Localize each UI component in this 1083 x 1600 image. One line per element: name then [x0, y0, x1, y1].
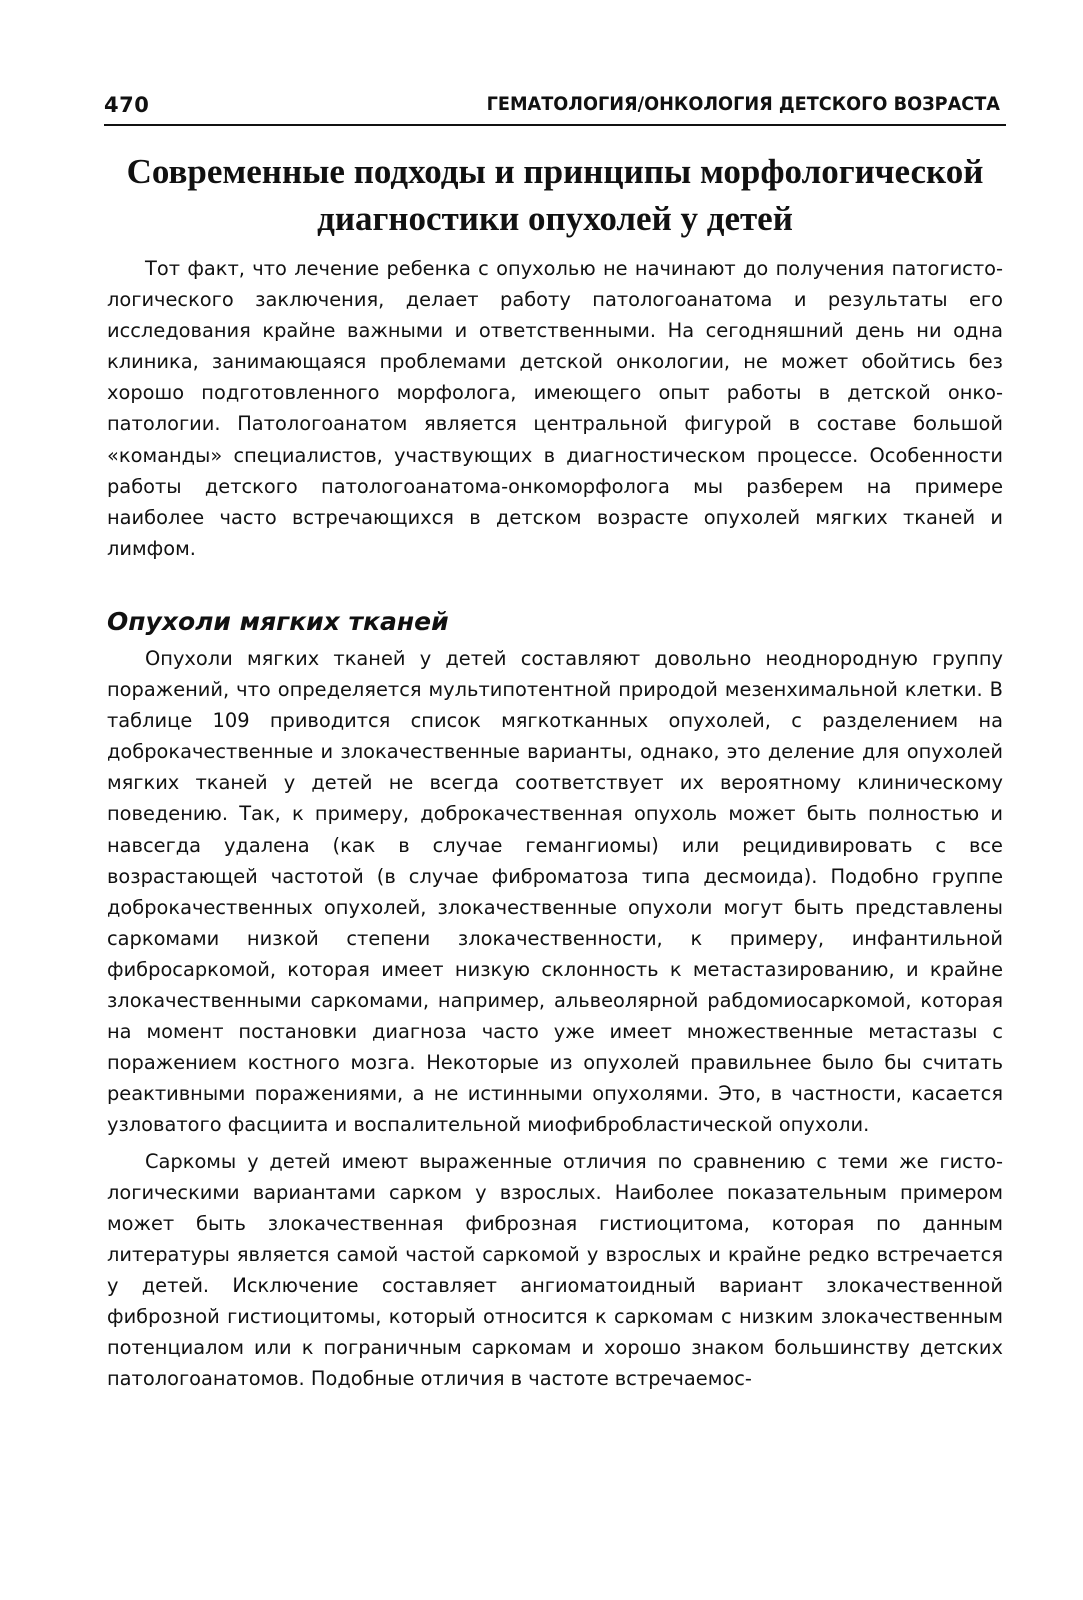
body-paragraph: Опухоли мягких тканей у детей составляют довольно неоднородную группу поражений, что определяется мультипотентной природой мезенхимальной клетки. В таблице 109 приводится список мягкотканных опухолей, с разделением на доброкачественные и злокачественные варианты, однако, это деление для опухолей мягких тканей у детей не всегда соответствует их вероятному клиническому поведению. Так, к примеру, доброкачественная опухоль может быть полностью и навсегда удалена (как в случае гемангиомы) или рецидивировать с все возрастающей частотой (в случае фиброматоза типа десмоида). Подобно группе доброкачественных опухолей, злокачественные опухоли могут быть представлены саркомами низкой степени злокачественности, к примеру, инфантильной фибросаркомой, которая имеет низкую склонность к метастазированию, и крайне злокачественными саркомами, например, альвеолярной рабдомиосаркомой, которая на момент постановки диагноза часто уже имеет множественные метастазы с поражением костного мозга. Некоторые из опухолей правильнее было бы считать реактивными поражениями, а не истинными опухолями. Это, в частности, касается узловатого фасциита и воспалительной миофибробластической опухоли.	[107, 647, 1003, 1137]
article-title: Современные подходы и принципы морфологической диагностики опухолей у детей	[126, 152, 984, 238]
running-head	[104, 93, 1000, 125]
page-number: 470	[104, 93, 150, 117]
body-paragraph: Саркомы у детей имеют выраженные отличия по сравнению с теми же гистологическими вариантами сарком у взрослых. Наиболее показательным примером может быть злокачественная фиброзная гистиоцитома, которая по данным литературы является самой частой саркомой у взрослых и крайне редко встречается у детей. Исключение составляет ангиоматоидный вариант злокачественной фиброзной гистиоцитомы, который относится к саркомам с низким злокачественным потенциалом или к пограничным саркомам и хорошо знаком большинству детских патологоанатомов. Подобные отличия в частоте встречаемос-	[107, 1149, 1003, 1391]
section-heading-soft-tissue-tumors: Опухоли мягких тканей	[107, 607, 449, 636]
intro-section	[107, 253, 1003, 564]
soft-tissue-section-body	[107, 643, 1003, 1394]
header-rule	[104, 124, 1006, 126]
running-section-title: ГЕМАТОЛОГИЯ/ОНКОЛОГИЯ ДЕТСКОГО ВОЗРАСТА	[486, 93, 1000, 115]
intro-paragraph: Тот факт, что лечение ребенка с опухолью не начинают до получения патогистологического заключения, делает работу патологоанатома и результаты его исследования крайне важными и ответственными. На сегодняшний день ни одна клиника, занимающаяся проблемами детской онкологии, не может обойтись без хорошо подготовленного морфолога, имеющего опыт работы в детской онкопатологии. Патологоанатом является центральной фигурой в составе большой «команды» специалистов, участвующих в диагностическом процессе. Особенности работы детского патологоанатома-онкоморфолога мы разберем на примере наиболее часто встречающихся в детском возрасте опухолей мягких тканей и лимфом.	[107, 257, 1003, 560]
